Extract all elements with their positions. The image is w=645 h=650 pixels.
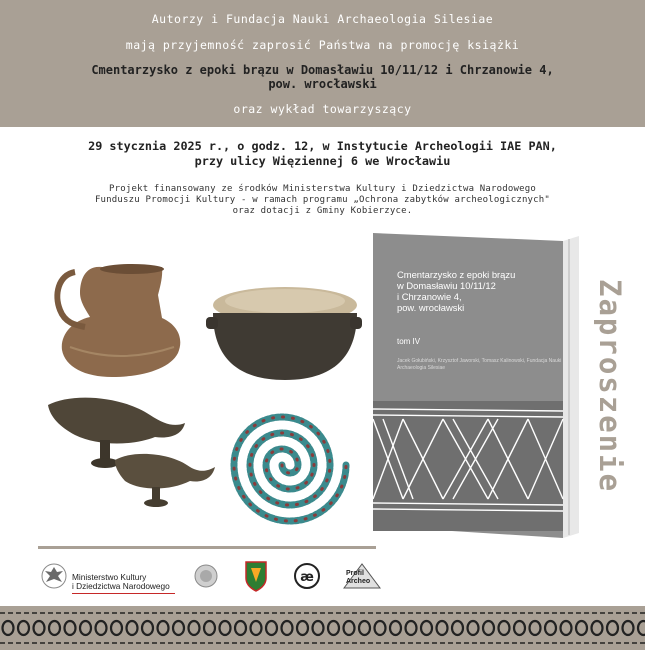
book-cover-title-line: pow. wrocławski (397, 302, 465, 313)
book-cover-title (397, 269, 557, 313)
footer-ring (313, 621, 324, 635)
footer-ring (607, 621, 618, 635)
book-cover-title-line: i Chrzanowie 4, (397, 291, 462, 302)
book-cover-title-line: Cmentarzysko z epoki brązu (397, 269, 516, 280)
footer-ring (344, 621, 355, 635)
ministry-red-line (72, 593, 175, 594)
footer-ring (18, 621, 29, 635)
footer-ring (359, 621, 370, 635)
footer-ring (34, 621, 45, 635)
side-title-text: Zaproszenie (593, 278, 627, 494)
bead-necklace-image (234, 417, 346, 521)
profil-line1: Profil (346, 570, 364, 577)
footer-ring (251, 621, 262, 635)
header-line-lecture: oraz wykład towarzyszący (233, 102, 412, 116)
footer-ring (421, 621, 432, 635)
footer-ring (468, 621, 479, 635)
footer-ring (437, 621, 448, 635)
footer-ring (111, 621, 122, 635)
artifacts-photos (40, 255, 370, 530)
book-cover (373, 233, 579, 538)
lidded-pot-image (206, 287, 362, 380)
book-cover-title-line: w Domasławiu 10/11/12 (397, 280, 496, 291)
footer-ring (452, 621, 463, 635)
footer-pattern (0, 606, 645, 650)
footer-ring (235, 621, 246, 635)
project-line2: Funduszu Promocji Kultury - w ramach programu „Ochrona zabytków archeologicznych" (94, 195, 551, 205)
footer-ring (49, 621, 60, 635)
project-funding (0, 184, 645, 217)
event-date (0, 139, 645, 169)
header-line-invitation: mają przyjemność zaprosić Państwa na promocję książki (125, 38, 520, 52)
iae-logo-icon (292, 562, 322, 590)
footer-ring (530, 621, 541, 635)
footer-ring (592, 621, 603, 635)
footer-ring (406, 621, 417, 635)
kobierzyce-coat-of-arms-icon (244, 560, 268, 592)
side-title (592, 242, 628, 530)
footer-ring (80, 621, 91, 635)
book-title (0, 63, 645, 91)
event-date-line2: przy ulicy Więziennej 6 we Wrocławiu (194, 154, 451, 168)
project-line1: Projekt finansowany ze środków Ministerstwa Kultury i Dziedzictwa Narodowego (108, 184, 536, 194)
footer-ring (189, 621, 200, 635)
event-date-line1: 29 stycznia 2025 r., o godz. 12, w Instytucie Archeologii IAE PAN, (88, 139, 557, 153)
header-line-authors: Autorzy i Fundacja Nauki Archaeologia Silesiae (151, 12, 494, 26)
foundation-seal-icon (194, 564, 218, 588)
book-title-line1: Cmentarzysko z epoki brązu w Domasławiu 10/11/12 i Chrzanowie 4, (91, 63, 554, 77)
footer-ring (375, 621, 386, 635)
footer-ring (390, 621, 401, 635)
footer-ring (220, 621, 231, 635)
footer-ring (623, 621, 634, 635)
footer-ring (3, 621, 14, 635)
footer-ring (65, 621, 76, 635)
footer-ring (142, 621, 153, 635)
footer-ring (561, 621, 572, 635)
footer-ring (266, 621, 277, 635)
book-cover-volume: tom IV (397, 337, 421, 346)
footer-ring (545, 621, 556, 635)
footer-ring (499, 621, 510, 635)
ministry-line1: Ministerstwo Kultury (72, 572, 147, 582)
svg-text:æ: æ (300, 570, 314, 585)
sponsor-logos (40, 558, 390, 594)
profil-archeo-text (346, 570, 370, 586)
footer-ring (158, 621, 169, 635)
book-cover-authors: Jacek Gołubiński, Krzysztof Jaworski, Tomasz Kalinowski, Fundacja Nauki Archaeologia Silesiae (397, 358, 562, 371)
footer-ring (297, 621, 308, 635)
footer-ring (96, 621, 107, 635)
profil-line2: Archeo (346, 578, 371, 585)
footer-ring (282, 621, 293, 635)
footer-ring (483, 621, 494, 635)
footer-ring (576, 621, 587, 635)
book-title-line2: pow. wrocławski (268, 77, 377, 91)
bird-figurines-image (48, 398, 215, 507)
footer-ring (514, 621, 525, 635)
ministry-label (72, 573, 170, 591)
footer-ring (204, 621, 215, 635)
profil-archeo-logo (342, 560, 382, 592)
footer-ring (127, 621, 138, 635)
clay-jug-image (57, 264, 180, 377)
footer-ring (328, 621, 339, 635)
footer-ring (173, 621, 184, 635)
footer-ring (638, 621, 645, 635)
eagle-emblem-icon (40, 562, 68, 590)
ministry-logo (40, 562, 200, 592)
project-line3: oraz dotacji z Gminy Kobierzyce. (232, 206, 413, 216)
logos-divider (38, 546, 376, 549)
ministry-line2: i Dziedzictwa Narodowego (72, 581, 170, 591)
